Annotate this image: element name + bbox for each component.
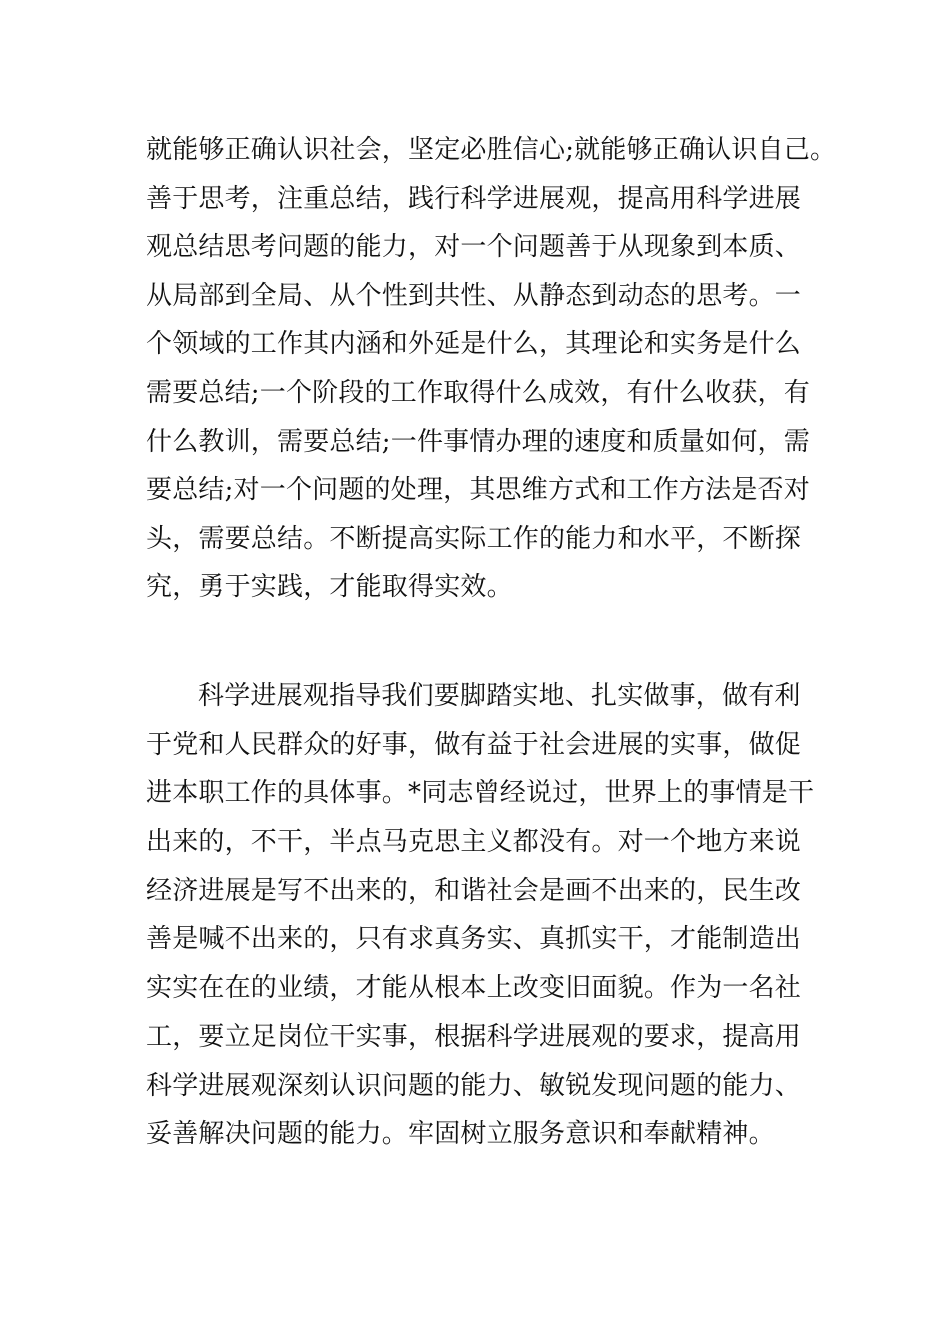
paragraph-line: 工，要立足岗位干实事，根据科学进展观的要求，提高用	[146, 1021, 802, 1052]
paragraph-line: 从局部到全局、从个性到共性、从静态到动态的思考。一	[146, 280, 802, 311]
paragraph-line: 需要总结;一个阶段的工作取得什么成效，有什么收获，有	[146, 377, 810, 408]
paragraph-line: 头，需要总结。不断提高实际工作的能力和水平，不断探	[146, 523, 802, 554]
paragraph-line: 于党和人民群众的好事，做有益于社会进展的实事，做促	[146, 729, 802, 760]
paragraph-line: 善于思考，注重总结，践行科学进展观，提高用科学进展	[146, 183, 802, 214]
paragraph-line: 善是喊不出来的，只有求真务实、真抓实干，才能制造出	[146, 924, 802, 955]
paragraph-line: 就能够正确认识社会，坚定必胜信心;就能够正确认识自己。	[146, 135, 837, 165]
paragraph-line: 出来的，不干，半点马克思主义都没有。对一个地方来说	[146, 827, 802, 858]
paragraph-line: 进本职工作的具体事。*同志曾经说过，世界上的事情是干	[146, 778, 815, 809]
paragraph-1	[146, 126, 837, 612]
paragraph-2	[146, 672, 826, 1159]
paragraph-line: 科学进展观深刻认识问题的能力、敏锐发现问题的能力、	[146, 1070, 802, 1101]
paragraph-line: 个领域的工作其内涵和外延是什么，其理论和实务是什么	[146, 329, 802, 360]
paragraph-line: 妥善解决问题的能力。牢固树立服务意识和奉献精神。	[146, 1119, 775, 1150]
paragraph-line: 究，勇于实践，才能取得实效。	[146, 572, 513, 603]
paragraph-line: 实实在在的业绩，才能从根本上改变旧面貌。作为一名社	[146, 973, 802, 1004]
paragraph-line: 要总结;对一个问题的处理，其思维方式和工作方法是否对	[146, 475, 810, 506]
paragraph-line: 科学进展观指导我们要脚踏实地、扎实做事，做有利	[198, 681, 801, 711]
paragraph-line: 什么教训，需要总结;一件事情办理的速度和质量如何，需	[146, 426, 810, 457]
paragraph-line: 观总结思考问题的能力，对一个问题善于从现象到本质、	[146, 232, 802, 263]
paragraph-line: 经济进展是写不出来的，和谐社会是画不出来的，民生改	[146, 875, 802, 906]
